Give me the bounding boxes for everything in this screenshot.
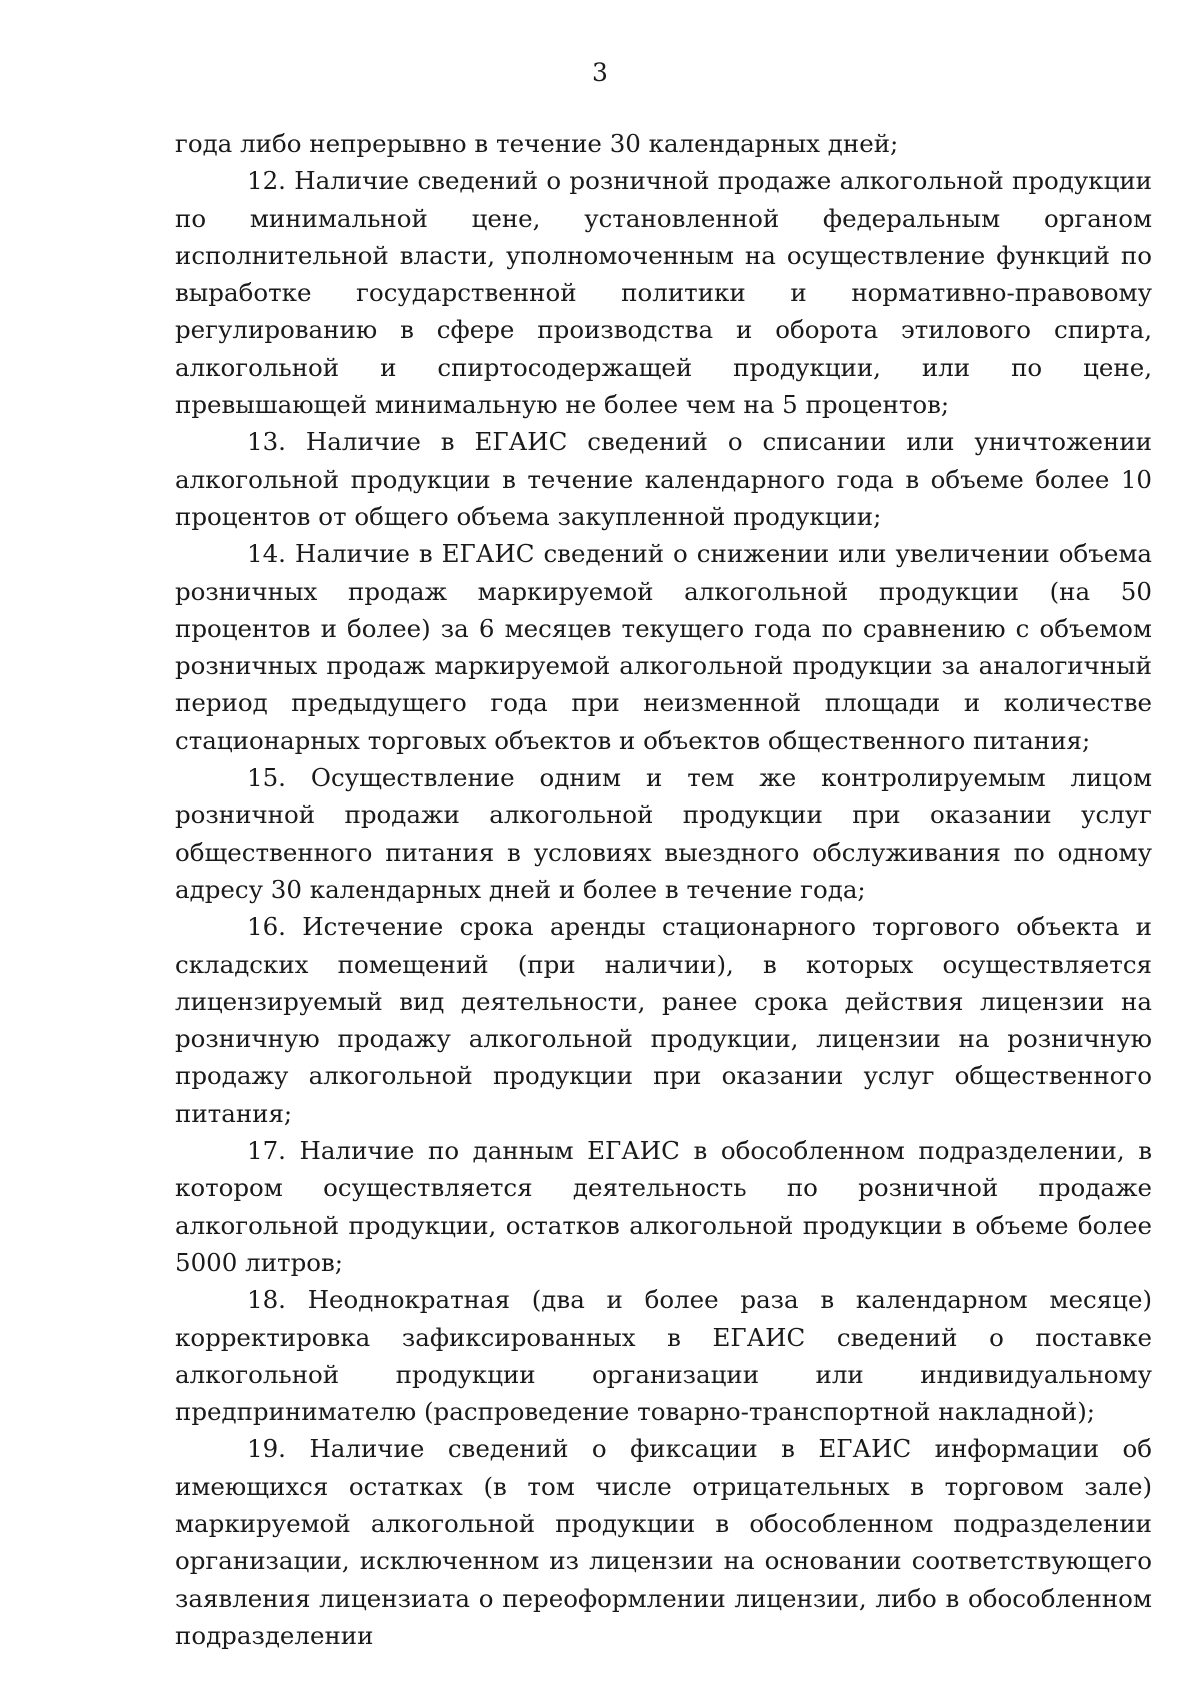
page-number: 3: [592, 58, 608, 87]
list-item-15: 15. Осуществление одним и тем же контролируемым лицом розничной продажи алкогольной продукции при оказании услуг общественного питания в условиях выездного обслуживания по одному адресу 30 календарных дней и более в течение года;: [175, 763, 1152, 904]
list-item-17: 17. Наличие по данным ЕГАИС в обособленном подразделении, в котором осуществляется деятельность по розничной продаже алкогольной продукции, остатков алкогольной продукции в объеме более 5000 литров;: [175, 1136, 1152, 1277]
list-item-13: 13. Наличие в ЕГАИС сведений о списании или уничтожении алкогольной продукции в течение календарного года в объеме более 10 процентов от общего объема закупленной продукции;: [175, 427, 1152, 531]
document-body: [175, 125, 1152, 1654]
paragraph-continuation: года либо непрерывно в течение 30 календарных дней;: [175, 129, 899, 158]
list-item-12: 12. Наличие сведений о розничной продаже алкогольной продукции по минимальной цене, установленной федеральным органом исполнительной власти, уполномоченным на осуществление функций по выработке государственной политики и нормативно-правовому регулированию в сфере производства и оборота этилового спирта, алкогольной и спиртосодержащей продукции, или по цене, превышающей минимальную не более чем на 5 процентов;: [175, 166, 1152, 420]
list-item-18: 18. Неоднократная (два и более раза в календарном месяце) корректировка зафиксированных в ЕГАИС сведений о поставке алкогольной продукции организации или индивидуальному предпринимателю (распроведение товарно-транспортной накладной);: [175, 1285, 1152, 1427]
list-item-19: 19. Наличие сведений о фиксации в ЕГАИС информации об имеющихся остатках (в том числе отрицательных в торговом зале) маркируемой алкогольной продукции в обособленном подразделении организации, исключенном из лицензии на основании соответствующего заявления лицензиата о переоформлении лицензии, либо в обособленном подразделении: [175, 1434, 1152, 1650]
list-item-14: 14. Наличие в ЕГАИС сведений о снижении или увеличении объема розничных продаж маркируемой алкогольной продукции (на 50 процентов и более) за 6 месяцев текущего года по сравнению с объемом розничных продаж маркируемой алкогольной продукции за аналогичный период предыдущего года при неизменной площади и количестве стационарных торговых объектов и объектов общественного питания;: [175, 539, 1152, 755]
list-item-16: 16. Истечение срока аренды стационарного торгового объекта и складских помещений (при наличии), в которых осуществляется лицензируемый вид деятельности, ранее срока действия лицензии на розничную продажу алкогольной продукции, лицензии на розничную продажу алкогольной продукции при оказании услуг общественного питания;: [175, 912, 1152, 1128]
